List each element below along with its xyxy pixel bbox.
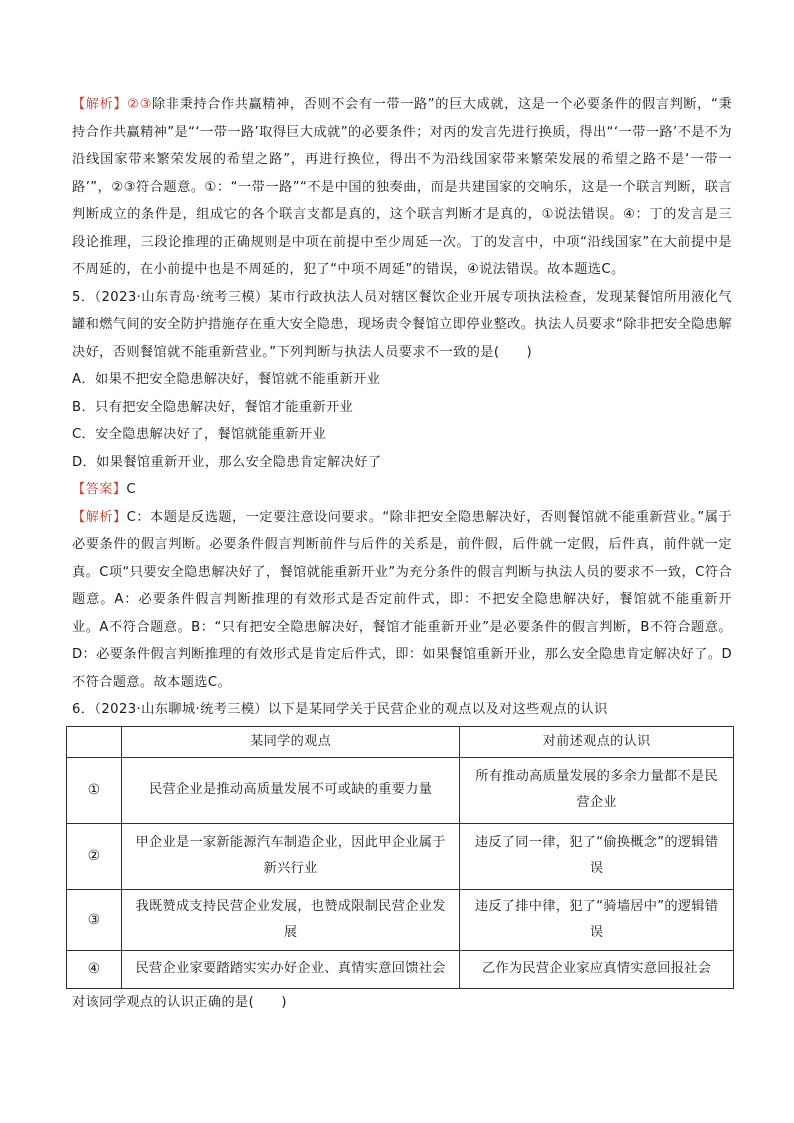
question-6-stem [72, 696, 732, 724]
row-index: ② [67, 823, 122, 889]
question-number: 6． [72, 702, 95, 717]
analysis-text: 除非秉持合作共赢精神，否则不会有一带一路”的巨大成就，这是一个必要条件的假言判断，“秉持合作共赢精神”是“‘一带一路’取得巨大成就”的必要条件；对丙的发言先进行换质，得出“‘一带一路’不是不为沿线国家带来繁荣发展的希望之路”，再进行换位，得出不为沿线国家带来繁荣发展的希望之路不是‘一带一路’”，②③符合题意。①：“一带一路”“不是中国的独奏曲，而是共建国家的交响乐，这是一个联言判断，联言判断成立的条件是，组成它的各个联言支都是真的，这个联言判断才是真的，①说法错误。④：丁的发言是三段论推理，三段论推理的正确规则是中项在前提中至少周延一次。丁的发言中，中项“沿线国家”在大前提中是不周延的，在小前提中也是不周延的，犯了“中项不周延”的错误，④说法错误。故本题选C。 [72, 97, 732, 277]
row-comment: 乙作为民营企业家应真情实意回报社会 [460, 950, 734, 988]
question-number: 5． [72, 289, 95, 305]
question-text: 某市行政执法人员对辖区餐饮企业开展专项执法检查，发现某餐馆所用液化气罐和燃气间的安全防护措施存在重大安全隐患，现场责令餐馆立即停业整改。执法人员要求“除非把安全隐患解决好，否则餐馆就不能重新营业。”下列判断与执法人员要求不一致的是( ) [72, 289, 732, 360]
row-comment: 所有推动高质量发展的多余力量都不是民营企业 [460, 757, 734, 823]
page-content [72, 91, 732, 1016]
option-b: B．只有把安全隐患解决好，餐馆才能重新开业 [72, 399, 354, 415]
row-view: 民营企业家要踏踏实实办好企业、真情实意回馈社会 [122, 950, 460, 988]
question-5-analysis [72, 504, 732, 697]
prev-analysis-paragraph [72, 91, 732, 284]
row-view: 民营企业是推动高质量发展不可或缺的重要力量 [122, 757, 460, 823]
question-source: （2023·山东聊城·统考三模） [94, 702, 269, 717]
analysis-label: 【解析】 [72, 509, 127, 525]
table-row [67, 950, 734, 988]
question-6-ask: 对该同学观点的认识正确的是( ) [72, 994, 287, 1010]
row-index: ④ [67, 950, 122, 988]
option-d: D．如果餐馆重新开业，那么安全隐患肯定解决好了 [72, 454, 382, 470]
option-c: C．安全隐患解决好了，餐馆就能重新开业 [72, 427, 327, 442]
table-row [67, 823, 734, 889]
table-header-cell: 对前述观点的认识 [460, 726, 734, 757]
question-5-stem [72, 284, 732, 367]
answer-label: 【答案】 [72, 482, 127, 497]
table-row [67, 889, 734, 950]
analysis-red-numbers: ②③ [127, 97, 153, 112]
row-view: 我既赞成支持民营企业发展，也赞成限制民营企业发展 [122, 889, 460, 950]
table-header-row [67, 726, 734, 757]
row-index: ① [67, 757, 122, 823]
answer-value: C [126, 482, 136, 497]
row-index: ③ [67, 889, 122, 950]
analysis-label: 【解析】 [72, 97, 128, 112]
row-comment: 违反了同一律，犯了“偷换概念”的逻辑错误 [460, 823, 734, 889]
table-header-cell [67, 726, 122, 757]
option-a: A．如果不把安全隐患解决好，餐馆就不能重新开业 [72, 372, 381, 387]
question-text: 以下是某同学关于民营企业的观点以及对这些观点的认识 [268, 702, 608, 717]
row-comment: 违反了排中律，犯了“骑墙居中”的逻辑错误 [460, 889, 734, 950]
views-table [66, 726, 734, 989]
analysis-text: C：本题是反选题，一定要注意设问要求。“除非把安全隐患解决好，否则餐馆就不能重新营业。”属于必要条件的假言判断。必要条件假言判断前件与后件的关系是，前件假，后件就一定假，后件真，前件就一定真。C项“只要安全隐患解决好了，餐馆就能重新开业”为充分条件的假言判断与执法人员的要求不一致，C符合题意。A：必要条件假言判断推理的有效形式是否定前件式，即：不把安全隐患解决好，餐馆就不能重新开业。A不符合题意。B：“只有把安全隐患解决好，餐馆才能重新开业”是必要条件的假言判断，B不符合题意。D：必要条件假言判断推理的有效形式是肯定后件式，即：如果餐馆重新开业，那么安全隐患肯定解决好了。D不符合题意。故本题选C。 [72, 509, 732, 690]
question-source: （2023·山东青岛·统考三模） [94, 289, 269, 305]
table-header-cell: 某同学的观点 [122, 726, 460, 757]
row-view: 甲企业是一家新能源汽车制造企业，因此甲企业属于新兴行业 [122, 823, 460, 889]
answer-line [72, 476, 732, 504]
table-row [67, 757, 734, 823]
